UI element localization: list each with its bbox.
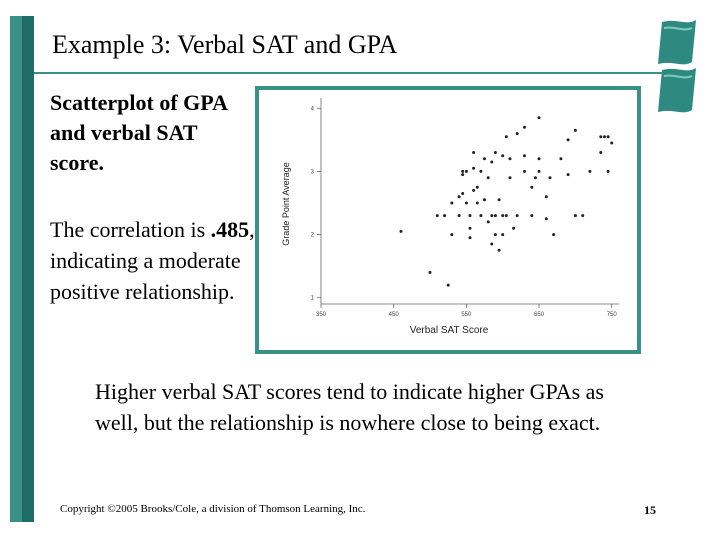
scatter-point — [509, 157, 512, 160]
x-tick-label: 550 — [461, 312, 472, 318]
scatter-point — [450, 202, 453, 205]
page-number: 15 — [644, 503, 656, 517]
left-accent-bar-inner — [22, 16, 34, 522]
scatter-point — [603, 135, 606, 138]
scatter-points — [400, 116, 614, 286]
scatter-point — [610, 142, 613, 145]
scatter-point — [505, 135, 508, 138]
scatter-point — [567, 138, 570, 141]
x-tick-label: 650 — [534, 312, 545, 318]
scatter-point — [498, 249, 501, 252]
plot-caption: Scatterplot of GPA and verbal SAT score. — [50, 90, 227, 175]
scatter-point — [483, 198, 486, 201]
scatter-point — [472, 167, 475, 170]
scatter-point — [530, 214, 533, 217]
scatter-point — [538, 116, 541, 119]
scatter-point — [490, 214, 493, 217]
scatter-point — [476, 186, 479, 189]
scatter-point — [523, 170, 526, 173]
scatter-point — [487, 220, 490, 223]
scatter-point — [472, 151, 475, 154]
scatter-point — [472, 189, 475, 192]
scatter-point — [458, 214, 461, 217]
scatter-point — [447, 284, 450, 287]
scatter-point — [494, 214, 497, 217]
scatter-point — [476, 202, 479, 205]
scatter-point — [494, 151, 497, 154]
x-tick-label: 450 — [388, 312, 399, 318]
scatter-point — [523, 126, 526, 129]
scatter-point — [607, 135, 610, 138]
scatter-point — [469, 214, 472, 217]
scatter-point — [465, 202, 468, 205]
y-tick-label: 2 — [310, 232, 314, 239]
scatter-point — [479, 214, 482, 217]
scatter-point — [549, 176, 552, 179]
scatter-point — [436, 214, 439, 217]
x-axis-label: Verbal SAT Score — [409, 325, 489, 336]
correlation-prefix: The correlation is — [50, 217, 211, 242]
scatter-point — [599, 135, 602, 138]
y-tick-label: 3 — [310, 169, 314, 176]
scatter-point — [530, 186, 533, 189]
scatter-point — [545, 195, 548, 198]
scatter-point — [567, 173, 570, 176]
summary-text: Higher verbal SAT scores tend to indicate higher GPAs as well, but the relationship is nowhere close to being exact. — [95, 379, 604, 435]
scatter-point — [512, 227, 515, 230]
scatter-point — [498, 198, 501, 201]
correlation-value: .485 — [210, 217, 250, 242]
scatter-point — [516, 214, 519, 217]
scatter-point — [538, 157, 541, 160]
scatter-point — [501, 233, 504, 236]
scatter-point — [581, 214, 584, 217]
y-axis-label: Grade Point Average — [281, 162, 291, 246]
scatter-point — [501, 214, 504, 217]
scatter-point — [509, 176, 512, 179]
scatter-point — [599, 151, 602, 154]
scatter-point — [479, 170, 482, 173]
scatter-point — [429, 271, 432, 274]
scatter-point — [607, 170, 610, 173]
scatterplot-frame — [255, 86, 641, 354]
plot-axes — [311, 98, 619, 318]
y-tick-label: 4 — [310, 106, 314, 113]
scatter-point — [469, 236, 472, 239]
x-tick-label: 350 — [315, 312, 327, 318]
scatter-point — [461, 173, 464, 176]
scatter-point — [483, 157, 486, 160]
correlation-text — [50, 214, 255, 307]
scatter-point — [443, 214, 446, 217]
scatter-point — [461, 170, 464, 173]
scatter-point — [487, 176, 490, 179]
scatter-point — [469, 227, 472, 230]
scatter-point — [574, 214, 577, 217]
scatter-point — [534, 176, 537, 179]
scatter-point — [490, 243, 493, 246]
scatter-point — [588, 170, 591, 173]
scatter-point — [465, 170, 468, 173]
slide-title: Example 3: Verbal SAT and GPA — [52, 30, 398, 59]
x-tick-label: 750 — [606, 312, 617, 318]
scatter-point — [458, 195, 461, 198]
scatter-point — [574, 129, 577, 132]
scatter-point — [538, 170, 541, 173]
scatter-point — [494, 233, 497, 236]
scatter-point — [545, 217, 548, 220]
scatter-point — [559, 157, 562, 160]
scatterplot — [259, 90, 637, 350]
scatter-point — [490, 161, 493, 164]
copyright-notice: Copyright ©2005 Brooks/Cole, a division of Thomson Learning, Inc. — [60, 503, 366, 515]
correlation-suffix: , indicating a moderate positive relationship. — [50, 217, 255, 304]
scatter-point — [450, 233, 453, 236]
scatter-point — [400, 230, 403, 233]
scatter-point — [552, 233, 555, 236]
scatter-point — [516, 132, 519, 135]
title-divider — [34, 72, 666, 74]
scatter-point — [523, 154, 526, 157]
scatter-point — [505, 214, 508, 217]
left-accent-bar — [10, 16, 22, 522]
scatter-point — [461, 192, 464, 195]
scatter-point — [501, 154, 504, 157]
ribbon-decoration-icon — [656, 18, 698, 116]
y-tick-label: 1 — [310, 295, 314, 302]
